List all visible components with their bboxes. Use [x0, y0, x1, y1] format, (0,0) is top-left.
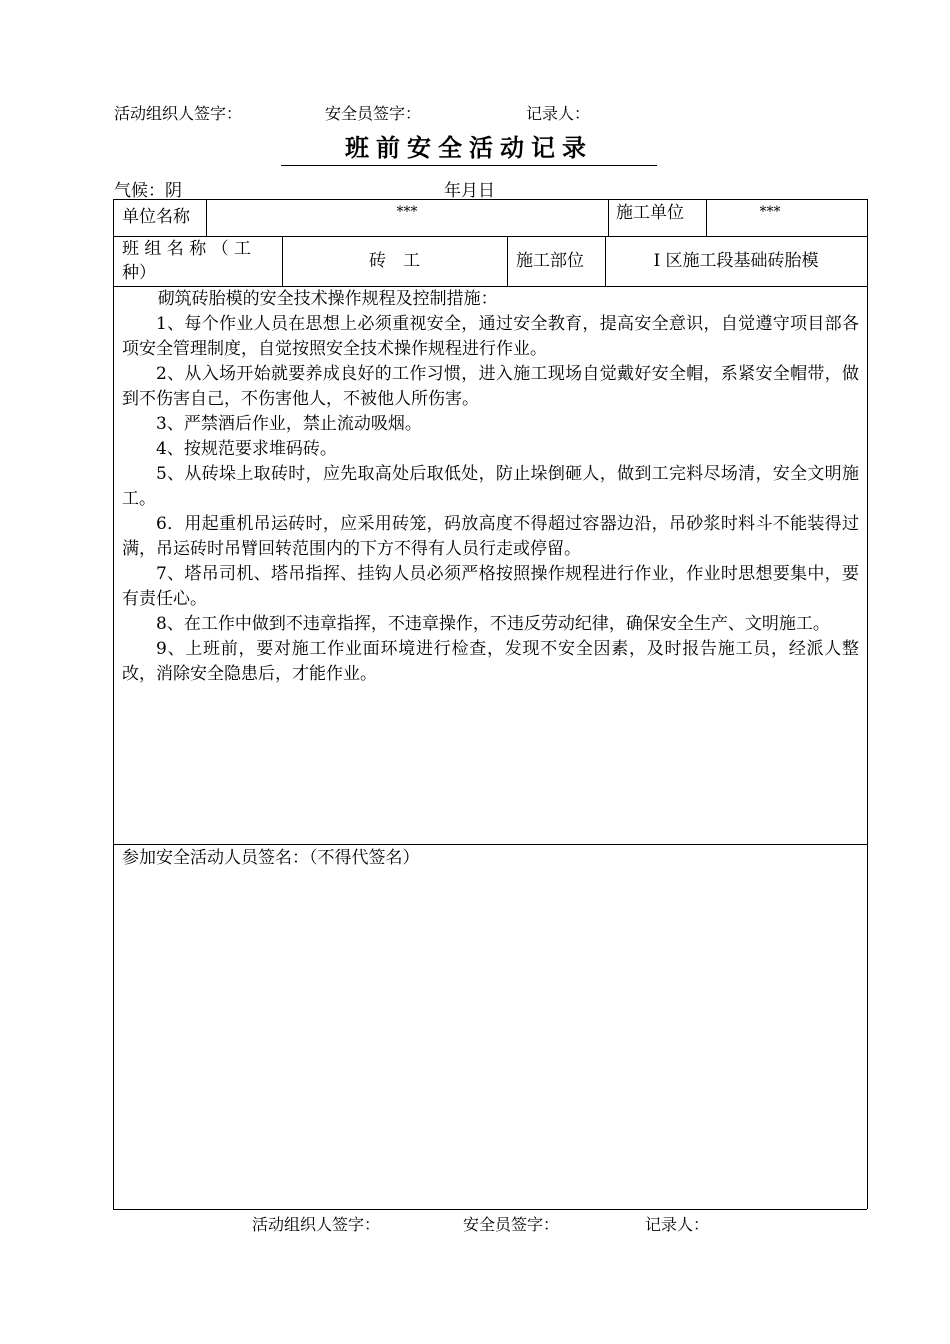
document-title: 班前安全活动记录	[281, 133, 657, 166]
location-label: 施工部位	[516, 251, 584, 271]
table-col-divider	[608, 199, 609, 236]
table-border-left	[113, 199, 114, 1209]
participants-signature-label: 参加安全活动人员签名：（不得代签名）	[122, 848, 420, 868]
content-intro: 砌筑砖胎模的安全技术操作规程及控制措施：	[157, 289, 498, 309]
construction-unit-value: ***	[759, 204, 781, 220]
table-border-bottom	[113, 1209, 867, 1210]
content-item: 9、上班前，要对施工作业面环境进行检查，发现不安全因素，及时报告施工员，经派人整改，消除安全隐患后，才能作业。	[122, 639, 859, 684]
content-item: 1、每个作业人员在思想上必须重视安全，通过安全教育，提高安全意识，自觉遵守项目部各项安全管理制度，自觉按照安全技术操作规程进行作业。	[122, 314, 859, 359]
content-item: 8、在工作中做到不违章指挥，不违章操作，不违反劳动纪律，确保安全生产、文明施工。	[156, 614, 830, 634]
table-row-divider	[113, 844, 867, 845]
footer-recorder-sign: 记录人：	[645, 1215, 710, 1234]
unit-name-label: 单位名称	[122, 207, 190, 227]
content-item: 2、从入场开始就要养成良好的工作习惯，进入施工现场自觉戴好安全帽，系紧安全帽带，做到不伤害自己，不伤害他人，不被他人所伤害。	[122, 364, 859, 409]
construction-unit-label: 施工单位	[616, 203, 684, 223]
unit-name-value: ***	[396, 204, 418, 220]
team-name-label	[122, 237, 251, 285]
content-item: 6．用起重机吊运砖时，应采用砖笼，码放高度不得超过容器边沿，吊砂浆时料斗不能装得过满，吊运砖时吊臂回转范围内的下方不得有人员行走或停留。	[122, 514, 859, 559]
team-name-label-line2: 种）	[122, 263, 156, 283]
content-item: 5、从砖垛上取砖时，应先取高处后取低处，防止垛倒砸人，做到工完料尽场清，安全文明施工。	[122, 464, 859, 509]
team-name-label-line1: 班 组 名 称 （ 工	[122, 239, 252, 259]
header-recorder-sign: 记录人：	[526, 104, 591, 123]
header-organizer-sign: 活动组织人签字：	[114, 104, 243, 123]
weather-text: 气候：阴	[114, 181, 182, 201]
team-name-value: 砖 工	[369, 251, 420, 271]
header-safety-officer-sign: 安全员签字：	[325, 104, 422, 123]
content-item: 3、严禁酒后作业，禁止流动吸烟。	[156, 414, 422, 434]
content-item: 7、塔吊司机、塔吊指挥、挂钩人员必须严格按照操作规程进行作业，作业时思想要集中，要有责任心。	[122, 564, 859, 609]
footer-organizer-sign: 活动组织人签字：	[252, 1215, 381, 1234]
table-col-divider	[507, 236, 508, 286]
footer-safety-officer-sign: 安全员签字：	[463, 1215, 560, 1234]
date-text: 年月日	[444, 181, 495, 201]
safety-content	[122, 287, 859, 687]
location-value: Ⅰ 区施工段基础砖胎模	[653, 251, 819, 271]
table-border-right	[867, 199, 868, 1209]
content-item: 4、按规范要求堆码砖。	[156, 439, 337, 459]
